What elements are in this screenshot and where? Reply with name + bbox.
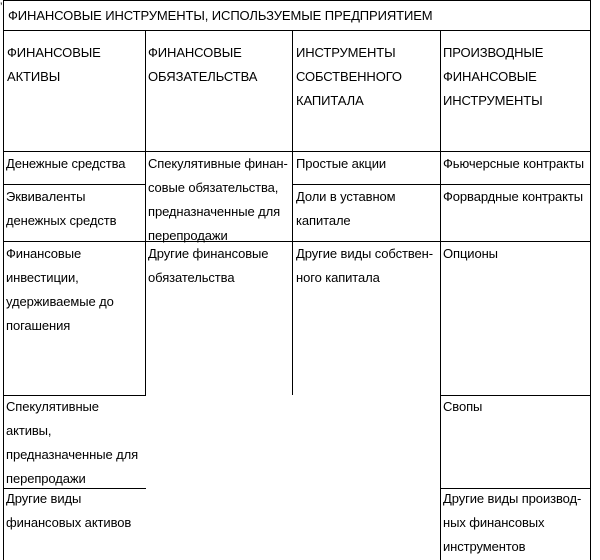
derivative-futures: Фьючерсные контракты: [443, 156, 585, 171]
derivative-other: Другие виды производ- ных финансовых инструментов: [443, 491, 582, 554]
table-title: ФИНАНСОВЫЕ ИНСТРУМЕНТЫ, ИСПОЛЬЗУЕМЫЕ ПРЕДПРИЯТИЕМ: [8, 8, 433, 23]
equity-common-shares: Простые акции: [296, 156, 387, 171]
derivative-forwards: Форвардные контракты: [443, 189, 584, 204]
equity-charter-capital-shares: Доли в уставном капитале: [296, 189, 396, 228]
asset-trading: Спекулятивные активы, предназначенные для перепродажи: [6, 399, 139, 486]
header-equity-instruments: ИНСТРУМЕНТЫ СОБСТВЕННОГО КАПИТАЛА: [296, 45, 402, 108]
derivative-options: Опционы: [443, 246, 498, 261]
header-derivative-instruments: ПРОИЗВОДНЫЕ ФИНАНСОВЫЕ ИНСТРУМЕНТЫ: [443, 45, 544, 108]
asset-held-to-maturity: Финансовые инвестиции, удерживаемые до погашения: [6, 246, 114, 333]
derivative-swaps: Свопы: [443, 399, 483, 414]
liability-other: Другие финансовые обязательства: [148, 246, 269, 285]
liability-trading: Спекулятивные финан- совые обязательства, предназначенные для перепродажи: [148, 156, 288, 243]
equity-other: Другие виды собствен- ного капитала: [296, 246, 433, 285]
asset-cash: Денежные средства: [6, 156, 126, 171]
corner-mark: ’: [0, 1, 3, 13]
asset-cash-equivalents: Эквиваленты денежных средств: [6, 189, 117, 228]
header-financial-liabilities: ФИНАНСОВЫЕ ОБЯЗАТЕЛЬСТВА: [148, 45, 258, 84]
asset-other: Другие виды финансовых активов: [6, 491, 132, 530]
header-financial-assets: ФИНАНСОВЫЕ АКТИВЫ: [7, 45, 101, 84]
